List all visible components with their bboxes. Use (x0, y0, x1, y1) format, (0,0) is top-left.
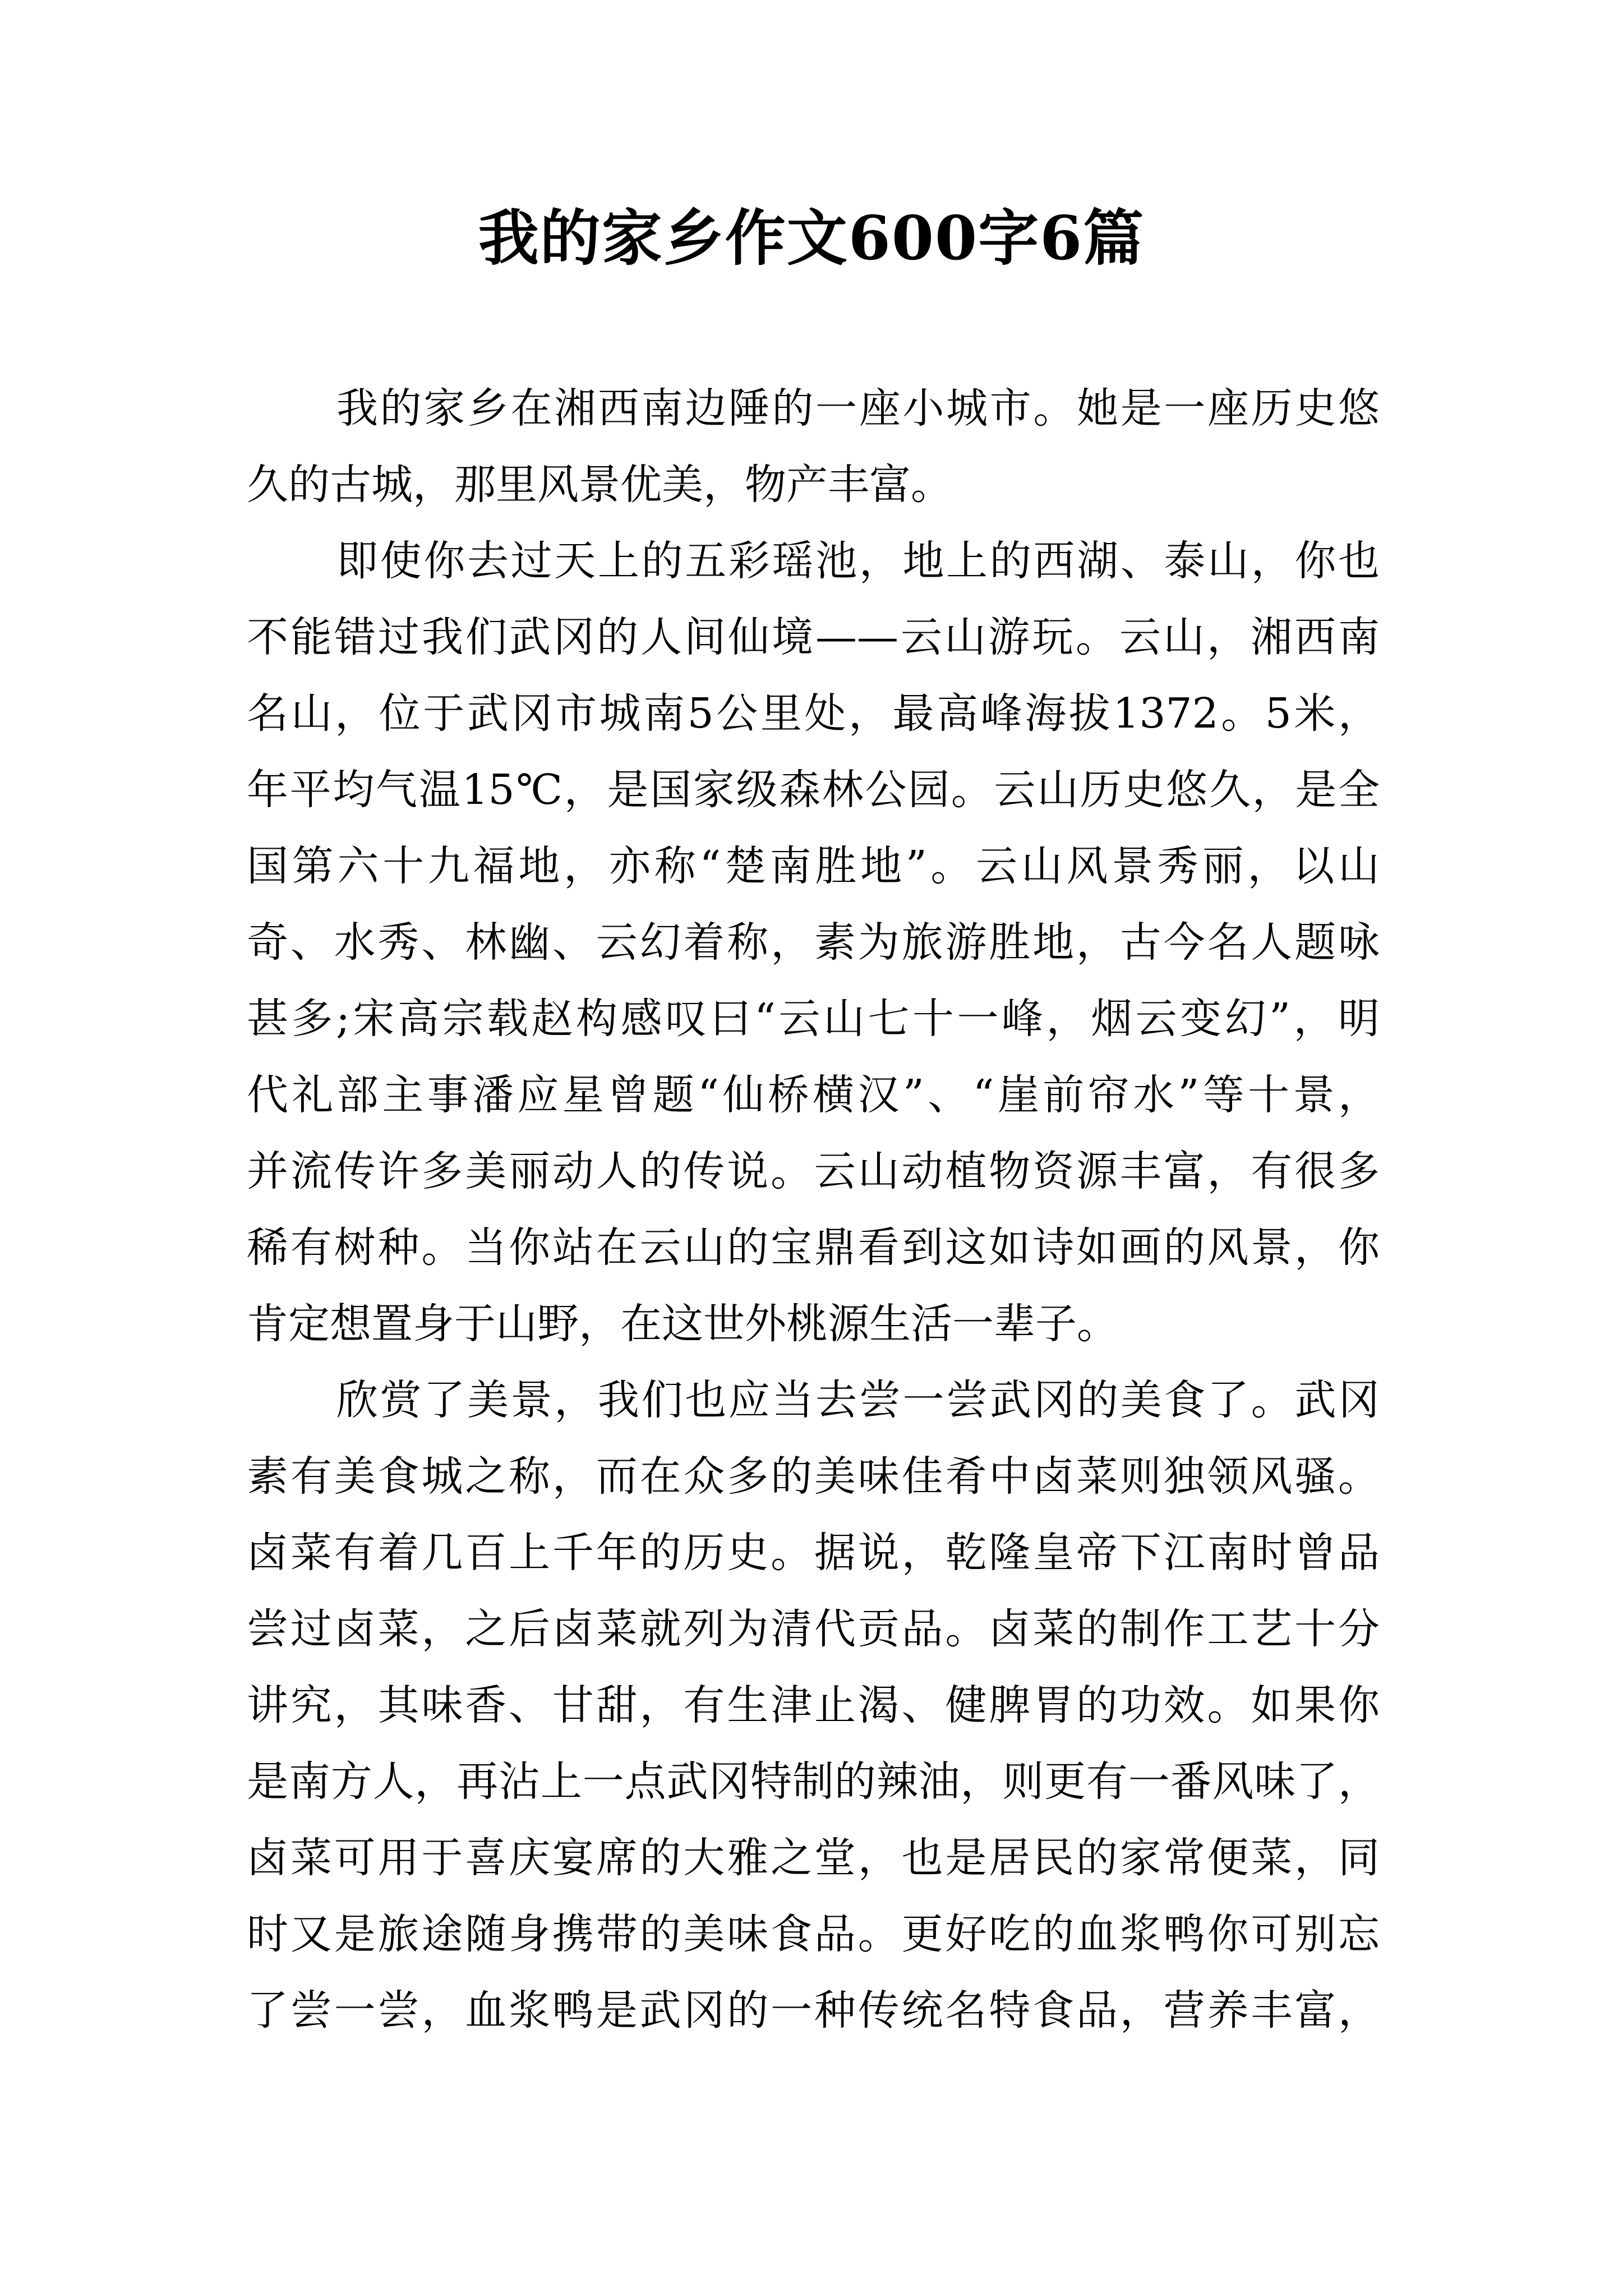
text-line: 并流传许多美丽动人的传说。云山动植物资源丰富，有很多 (247, 1147, 1380, 1195)
text-line: 了尝一尝，血浆鸭是武冈的一种传统名特食品，营养丰富， (247, 1986, 1380, 2035)
text-line: 卤菜有着几百上千年的历史。据说，乾隆皇帝下江南时曾品 (247, 1529, 1380, 1577)
document-title: 我的家乡作文600字6篇 (478, 203, 1145, 274)
text-line: 甚多;宋高宗载赵构感叹曰“云山七十一峰，烟云变幻”，明 (247, 995, 1380, 1043)
text-line: 肯定想置身于山野，在这世外桃源生活一辈子。 (247, 1300, 1118, 1348)
text-line: 讲究，其味香、甘甜，有生津止渴、健脾胃的功效。如果你 (247, 1681, 1380, 1729)
text-line: 素有美食城之称，而在众多的美味佳肴中卤菜则独领风骚。 (247, 1452, 1380, 1501)
paragraph-1 (247, 370, 1380, 523)
text-line: 久的古城，那里风景优美，物产丰富。 (247, 461, 952, 509)
text-line: 欣赏了美景，我们也应当去尝一尝武冈的美食了。武冈 (336, 1376, 1380, 1424)
paragraph-3 (247, 1362, 1380, 2049)
text-line: 年平均气温15℃，是国家级森林公园。云山历史悠久，是全 (247, 766, 1380, 814)
text-line: 名山，位于武冈市城南5公里处，最高峰海拔1372。5米， (247, 689, 1380, 738)
text-line: 卤菜可用于喜庆宴席的大雅之堂，也是居民的家常便菜，同 (247, 1834, 1380, 1882)
text-line: 国第六十九福地，亦称“楚南胜地”。云山风景秀丽，以山 (247, 842, 1380, 890)
text-line: 尝过卤菜，之后卤菜就列为清代贡品。卤菜的制作工艺十分 (247, 1605, 1380, 1653)
text-line: 代礼部主事潘应星曾题“仙桥横汉”、“崖前帘水”等十景， (247, 1071, 1380, 1119)
text-line: 是南方人，再沾上一点武冈特制的辣油，则更有一番风味了， (247, 1757, 1380, 1806)
text-line: 不能错过我们武冈的人间仙境——云山游玩。云山，湘西南 (247, 613, 1380, 661)
paragraph-2 (247, 523, 1380, 1362)
document-body (247, 370, 1380, 2049)
text-line: 即使你去过天上的五彩瑶池，地上的西湖、泰山，你也 (336, 537, 1380, 585)
text-line: 奇、水秀、林幽、云幻着称，素为旅游胜地，古今名人题咏 (247, 918, 1380, 967)
text-line: 时又是旅途随身携带的美味食品。更好吃的血浆鸭你可别忘 (247, 1910, 1380, 1958)
text-line: 稀有树种。当你站在云山的宝鼎看到这如诗如画的风景，你 (247, 1223, 1380, 1272)
text-line: 我的家乡在湘西南边陲的一座小城市。她是一座历史悠 (336, 384, 1380, 432)
